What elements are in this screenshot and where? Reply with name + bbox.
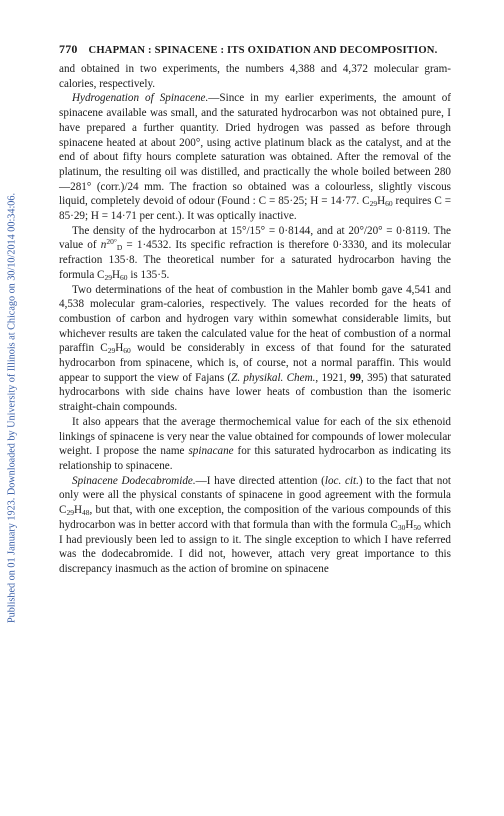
download-watermark-text: Published on 01 January 1923. Downloaded by University of Illinois at Chicago on 30/10/2014 00:34:06. xyxy=(6,192,18,624)
paragraph-hydrogenation: Hydrogenation of Spinacene.—Since in my earlier experiments, the amount of spinacene available was small, and the saturated hydrocarbon was not obtained pure, I have prepared a further quantity. Dried hydrogen was passed as before through spinacene heated at about 200°, using active platinum black as the catalyst, and at the end of about fifty hours complete saturation was obtained. After the removal of the platinum, the resulting oil was distilled, and practically the whole boiled between 280—281° (corr.)/24 mm. The fraction so obtained was a colourless, slightly viscous liquid, completely devoid of odour (Found : C = 85·25; H = 14·77. $C_{29}H_{60}$ requires C = 85·29; H = 14·71 per cent.). It was optically inactive. xyxy=(59,92,451,223)
term-spinacane: spinacane xyxy=(188,445,234,458)
running-title: CHAPMAN : SPINACENE : ITS OXIDATION AND DECOMPOSITION. xyxy=(88,45,438,56)
paragraph-combustion: Two determinations of the heat of combustion in the Mahler bomb gave 4,541 and 4,538 molecular gram-calories, respectively. The values recorded for the heats of combustion of carbon and hydrogen vary within somewhat considerable limits, but whichever results are taken the calculated value for the heat of combustion of a normal paraffin $C_{29}H_{60}$ would be considerably in excess of that found for the saturated hydrocarbon from spinacene, which is, of course, not a normal paraffin. This would appear to support the view of Fajans (Z. physikal. Chem., 1921, 99, 395) that saturated hydrocarbons with side chains have lower heats of combustion than the isomeric straight-chain compounds. xyxy=(59,283,451,414)
page-body xyxy=(59,42,451,577)
download-watermark xyxy=(0,0,24,816)
running-header xyxy=(59,42,451,57)
paragraph-density: The density of the hydrocarbon at 15°/15° = 0·8144, and at 20°/20° = 0·8119. The value of $n^{20^\circ}_D = 1\cdot 4532$. Its specific refraction is therefore 0·3330, and its molecular refraction 135·8. The theoretical number for a saturated hydrocarbon having the formula $C_{29}H_{60}$ is 135·5. xyxy=(59,224,451,282)
paragraph-dodecabromide: Spinacene Dodecabromide.—I have directed attention (loc. cit.) to the fact that not only were all the physical constants of spinacene in good agreement with the formula $C_{29}H_{48}$, but that, with one exception, the composition of the various compounds of this hydrocarbon was in better accord with that formula than with the formula $C_{30}H_{50}$ which I had previously been led to assign to it. The single exception to which I have referred was the dodecabromide. I did not, however, attach very great importance to this discrepancy inasmuch as the action of bromine on spinacene xyxy=(59,474,451,575)
paragraph-continuation: and obtained in two experiments, the numbers 4,388 and 4,372 molecular gram-calories, respectively. xyxy=(59,63,451,90)
page-number: 770 xyxy=(59,42,78,56)
paragraph-spinacane: It also appears that the average thermochemical value for each of the six ethenoid linkings of spinacene is very near the value obtained for compounds of lower molecular weight. I propose the name spinacane for this saturated hydrocarbon as indicating its relationship to spinacene. xyxy=(59,415,452,472)
section-heading-hydrogenation: Hydrogenation of Spinacene. xyxy=(72,92,209,105)
journal-reference: Z. physikal. Chem. xyxy=(231,371,316,384)
journal-volume: 99 xyxy=(349,371,361,384)
section-heading-dodecabromide: Spinacene Dodecabromide. xyxy=(72,474,196,487)
